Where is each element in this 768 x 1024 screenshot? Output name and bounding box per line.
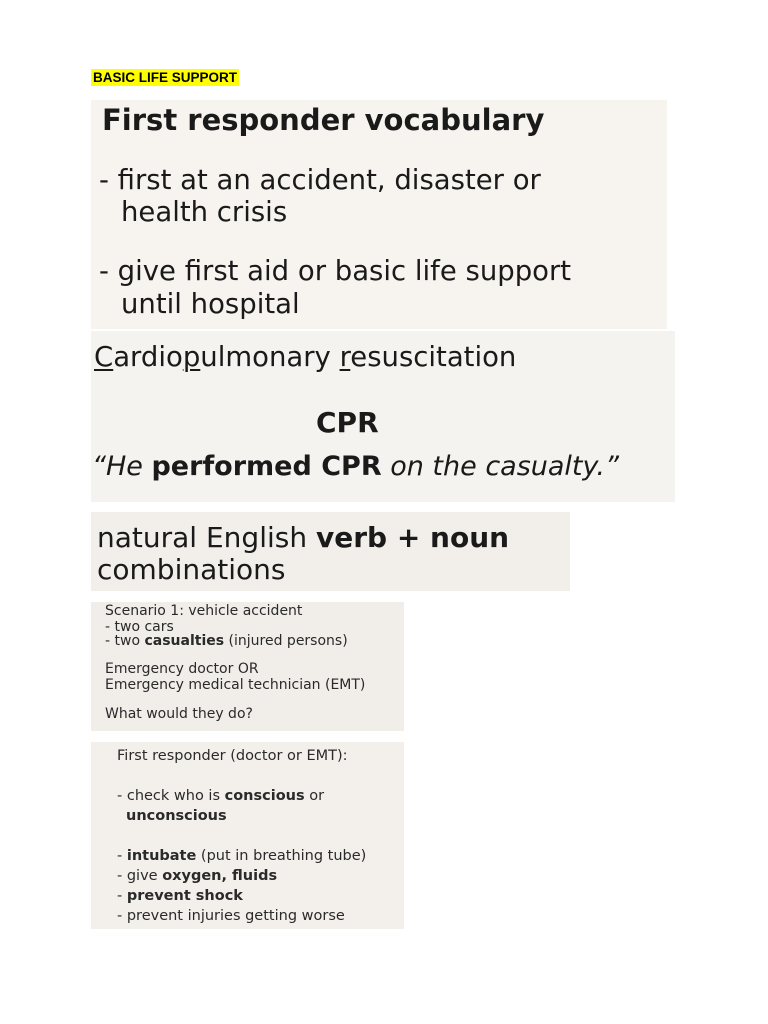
slide-line xyxy=(105,633,348,649)
bullet-line: - first at an accident, disaster or xyxy=(99,164,541,196)
text-bold: verb + noun xyxy=(315,521,510,554)
slide-line xyxy=(117,788,324,804)
text-bold: casualties xyxy=(144,633,225,649)
document-heading: BASIC LIFE SUPPORT xyxy=(93,70,238,85)
slide-title: First responder vocabulary xyxy=(102,103,545,137)
bullet-line: - give first aid or basic life support xyxy=(99,255,572,287)
slide-first-responder-vocabulary xyxy=(91,100,667,329)
slide-line: Emergency doctor OR xyxy=(105,661,259,677)
slide-line xyxy=(97,521,509,554)
slide-line: - prevent injuries getting worse xyxy=(117,908,345,924)
text-part: - xyxy=(117,848,127,864)
letter-r: r xyxy=(339,341,351,373)
bullet-line: until hospital xyxy=(121,288,300,320)
slide-line: - two cars xyxy=(105,619,174,635)
slide-line xyxy=(117,868,277,884)
text-part: - two xyxy=(105,633,145,649)
slide-line: combinations xyxy=(97,553,286,586)
slide-scenario-1 xyxy=(91,602,404,731)
slide-line xyxy=(117,848,366,864)
text-part: natural English xyxy=(97,521,316,554)
letter-c: C xyxy=(94,341,114,373)
text-bold: conscious xyxy=(224,788,305,804)
cpr-abbreviation: CPR xyxy=(316,406,379,439)
slide-first-responder-actions xyxy=(91,742,404,929)
text-part: - xyxy=(117,888,127,904)
text-bold: intubate xyxy=(126,848,197,864)
term-part: esuscitation xyxy=(350,341,517,373)
text-part: - give xyxy=(117,868,163,884)
letter-p: p xyxy=(182,341,201,373)
cpr-term xyxy=(94,341,516,373)
slide-verb-noun xyxy=(91,512,570,591)
term-part: ulmonary xyxy=(200,341,340,373)
bullet-line: health crisis xyxy=(121,196,288,228)
text-part: (injured persons) xyxy=(224,633,348,649)
slide-line: Scenario 1: vehicle accident xyxy=(105,603,303,619)
quote-part: on the casualty.” xyxy=(381,451,619,482)
example-quote xyxy=(92,451,619,482)
term-part: ardio xyxy=(113,341,183,373)
slide-line: Emergency medical technician (EMT) xyxy=(105,677,366,693)
slide-line xyxy=(126,808,227,824)
text-bold: oxygen, fluids xyxy=(162,868,278,884)
slide-line xyxy=(117,888,243,904)
text-bold: prevent shock xyxy=(126,888,243,904)
text-part: (put in breathing tube) xyxy=(196,848,367,864)
slide-cpr xyxy=(91,331,675,502)
slide-line: What would they do? xyxy=(105,706,253,722)
text-bold: unconscious xyxy=(126,808,227,824)
text-part: or xyxy=(304,788,325,804)
quote-part: “He xyxy=(92,451,152,482)
quote-bold: performed CPR xyxy=(151,451,382,482)
slide-title: First responder (doctor or EMT): xyxy=(117,748,348,764)
text-part: - check who is xyxy=(117,788,225,804)
